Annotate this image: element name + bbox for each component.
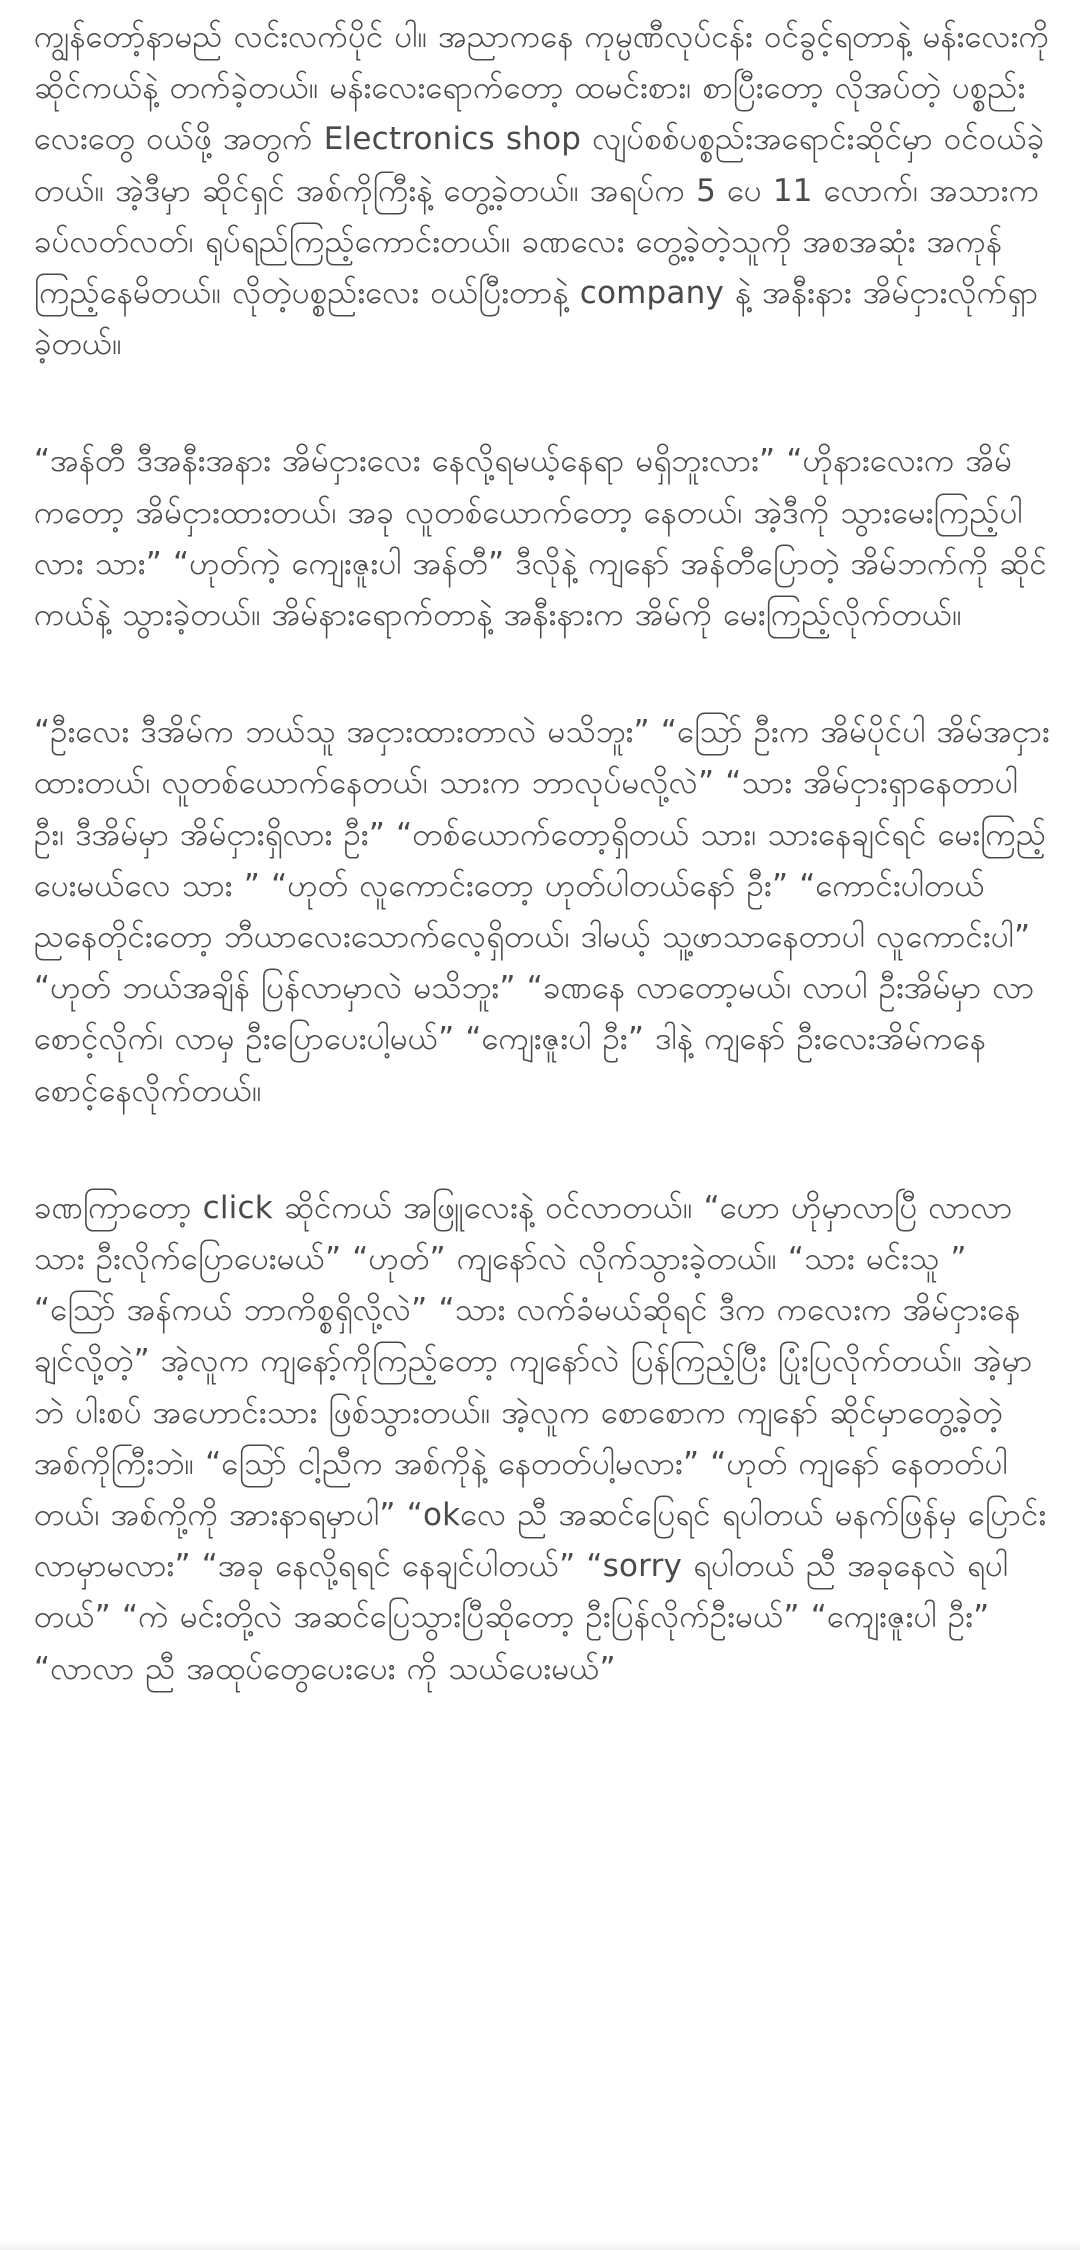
bottom-fade-divider — [0, 2240, 1080, 2250]
story-paragraph-2: “အန်တီ ဒီအနီးအနား အိမ်ငှားလေး နေလို့ရမယ့်နေရာ မရှိဘူးလား” “ဟိုနားလေးက အိမ်ကတော့ အိမ်ငှားထားတယ်၊ အခု လူတစ်ယောက်တော့ နေတယ်၊ အဲ့ဒီကို သွားမေးကြည့်ပါလား သား” “ဟုတ်ကဲ့ ကျေးဇူးပါ အန်တီ” ဒီလိုနဲ့ ကျနော် အန်တီပြောတဲ့ အိမ်ဘက်ကို ဆိုင်ကယ်နဲ့ သွားခဲ့တယ်။ အိမ်နားရောက်တာနဲ့ အနီးနားက အိမ်ကို မေးကြည့်လိုက်တယ်။ — [34, 443, 1047, 634]
story-article — [34, 12, 1050, 1695]
story-paragraph-4: ခဏကြာတော့ click ဆိုင်ကယ် အဖြူလေးနဲ့ ဝင်လာတယ်။ “ဟော ဟိုမှာလာပြီ လာလာ သား ဦးလိုက်ပြောပေးမယ်” “ဟုတ်” ကျနော်လဲ လိုက်သွားခဲ့တယ်။ “သား မင်းသူ ” “သြော် အန်ကယ် ဘာကိစ္စရှိလို့လဲ” “သား လက်ခံမယ်ဆိုရင် ဒီက ကလေးက အိမ်ငှားနေချင်လို့တဲ့” အဲ့လူက ကျနော့်ကိုကြည့်တော့ ကျနော်လဲ ပြန်ကြည့်ပြီး ပြုံးပြလိုက်တယ်။ အဲ့မှာ ဘဲ ပါးစပ် အဟောင်းသား ဖြစ်သွားတယ်။ အဲ့လူက စောစောက ကျနော် ဆိုင်မှာတွေ့ခဲ့တဲ့ အစ်ကိုကြီးဘဲ။ “သြော် ငါ့ညီက အစ်ကိုနဲ့ နေတတ်ပါ့မလား” “ဟုတ် ကျနော် နေတတ်ပါတယ်၊ အစ်ကို့ကို အားနာရမှာပါ” “okလေ ညီ အဆင်ပြေရင် ရပါတယ် မနက်ဖြန်မှ ပြောင်းလာမှာမလား” “အခု နေလို့ရရင် နေချင်ပါတယ်” “sorry ရပါတယ် ညီ အခုနေလဲ ရပါတယ်” “ကဲ မင်းတို့လဲ အဆင်ပြေသွားပြီဆိုတော့ ဦးပြန်လိုက်ဦးမယ်” “ကျေးဇူးပါ ဦး” “လာလာ ညီ အထုပ်တွေပေးပေး ကို သယ်ပေးမယ်” — [34, 1189, 1047, 1687]
story-paragraph-1: ကျွန်တော့်နာမည် လင်းလက်ပိုင် ပါ။ အညာကနေ ကုမ္ပဏီလုပ်ငန်း ဝင်ခွင့်ရတာနဲ့ မန်းလေးကို ဆိုင်ကယ်နဲ့ တက်ခဲ့တယ်။ မန်းလေးရောက်တော့ ထမင်းစား၊ စာပြီးတော့ လိုအပ်တဲ့ ပစ္စည်းလေးတွေ ဝယ်ဖို့ အတွက် Electronics shop လျပ်စစ်ပစ္စည်းအရောင်းဆိုင်မှာ ဝင်ဝယ်ခဲ့တယ်။ အဲ့ဒီမှာ ဆိုင်ရှင် အစ်ကိုကြီးနဲ့ တွေ့ခဲ့တယ်။ အရပ်က 5 ပေ 11 လောက်၊ အသားက ခပ်လတ်လတ်၊ ရုပ်ရည်ကြည့်ကောင်းတယ်။ ခဏလေး တွေ့ခဲ့တဲ့သူကို အစအဆုံး အကုန်ကြည့်နေမိတယ်။ လိုတဲ့ပစ္စည်းလေး ဝယ်ပြီးတာနဲ့ company နဲ့ အနီးနား အိမ်ငှားလိုက်ရှာခဲ့တယ်။ — [34, 19, 1050, 363]
story-paragraph-3: “ဦးလေး ဒီအိမ်က ဘယ်သူ အငှားထားတာလဲ မသိဘူး” “သြော် ဦးက အိမ်ပိုင်ပါ အိမ်အငှားထားတယ်၊ လူတစ်ယောက်နေတယ်၊ သားက ဘာလုပ်မလို့လဲ” “သား အိမ်ငှားရှာနေတာပါ ဦး၊ ဒီအိမ်မှာ အိမ်ငှားရှိလား ဦး” “တစ်ယောက်တော့ရှိတယ် သား၊ သားနေချင်ရင် မေးကြည့်ပေးမယ်လေ သား ” “ဟုတ် လူကောင်းတော့ ဟုတ်ပါတယ်နော် ဦး” “ကောင်းပါတယ် ညနေတိုင်းတော့ ဘီယာလေးသောက်လေ့ရှိတယ်၊ ဒါမယ့် သူ့ဖာသာနေတာပါ လူကောင်းပါ” “ဟုတ် ဘယ်အချိန် ပြန်လာမှာလဲ မသိဘူး” “ခဏနေ လာတော့မယ်၊ လာပါ ဦးအိမ်မှာ လာစောင့်လိုက်၊ လာမှ ဦးပြောပေးပါ့မယ်” “ကျေးဇူးပါ ဦး” ဒါနဲ့ ကျနော် ဦးလေးအိမ်ကနေ စောင့်နေလိုက်တယ်။ — [34, 714, 1050, 1109]
